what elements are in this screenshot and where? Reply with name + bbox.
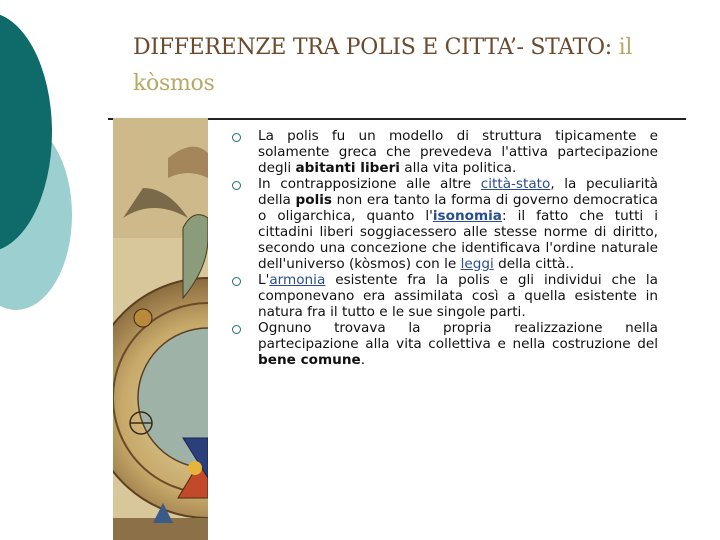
text: Ognuno trovava la propria realizzazione nella partecipazione alla vita collettiva e nella costruzione del [258,320,658,352]
list-item [232,128,658,176]
alchemical-cosmos-icon [113,118,208,540]
list-item [232,176,658,272]
link-isonomia[interactable]: isonomia [432,208,502,224]
text: L' [258,272,270,288]
text: esistente fra la polis e gli individui che la componevano era assimilata così a quella esistente in natura fra il tutto e le sue singole parti. [258,272,658,320]
slide-title [133,30,693,102]
list-item [232,320,658,368]
bullet-circle-icon [232,181,241,190]
link-armonia[interactable]: armonia [269,272,326,288]
text: non era tanto la forma di governo democratica o oligarchica, quanto l' [258,192,658,224]
bullet-circle-icon [232,133,241,142]
text: della città.. [493,256,575,272]
title-main: DIFFERENZE TRA POLIS E CITTA’- STATO: [133,35,612,60]
bullet-circle-icon [232,325,241,334]
text: In contrapposizione alle altre [258,176,481,192]
bold-text: bene comune [258,352,361,368]
text: La polis fu un modello di struttura tipicamente e solamente greca che prevedeva l'attiva partecipazione degli [258,128,658,176]
title-accent-il: il [618,35,633,60]
text: alla vita politica. [399,160,517,176]
link-citta-stato[interactable]: città-stato [480,176,551,192]
content-bullet-list [232,128,658,368]
text: , la peculiarità della [258,176,659,208]
alchemical-image [113,118,208,540]
bold-text: abitanti liberi [295,160,400,176]
title-accent-kosmos: kòsmos [133,71,215,96]
list-item [232,272,658,320]
text: . [360,352,366,368]
bold-text: polis [295,192,333,208]
bullet-circle-icon [232,277,241,286]
text: : il fatto che tutti i cittadini liberi soggiacessero alle stesse norme di diritto, secondo una concezione che identificava l'ordine naturale dell'universo (kòsmos) con le [258,208,658,272]
link-leggi[interactable]: leggi [460,256,494,272]
